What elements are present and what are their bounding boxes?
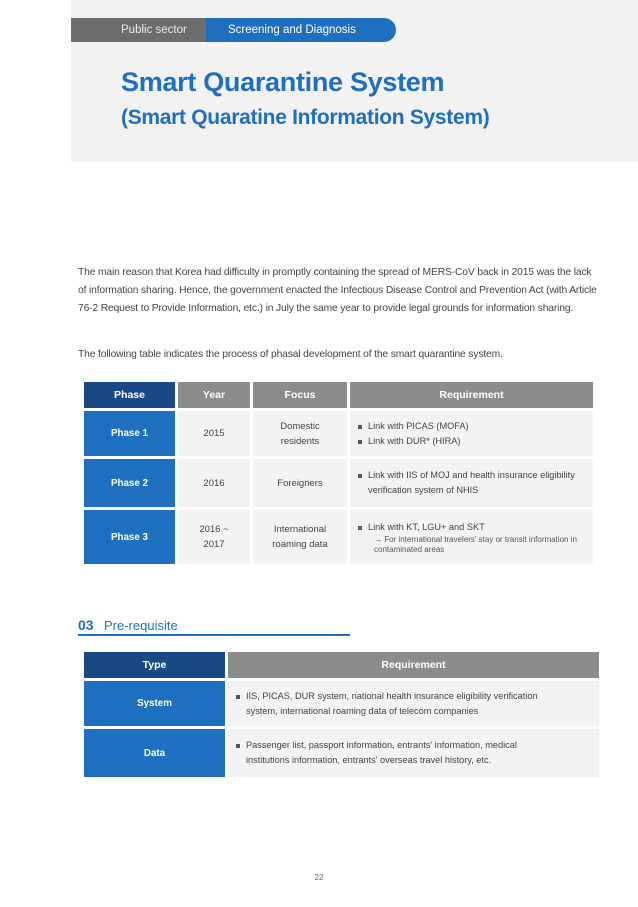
requirement-cell [350,459,593,507]
section-number: 03 [78,617,94,633]
page-title: Smart Quarantine System [121,67,445,97]
requirement-cell [350,411,593,456]
requirement-cell [228,681,599,726]
requirement-item: IIS, PICAS, DUR system, national health insurance eligibility verification system, international roaming data of telecom companies [236,689,569,719]
header-type: Type [84,652,225,678]
requirement-note: → For international travelers' stay or transit information in contaminated areas [374,534,577,554]
intro-paragraph: The main reason that Korea had difficulty in promptly containing the spread of MERS-CoV back in 2015 was the lack of information sharing. Hence, the government enacted the Infectious Disease Control and Prevention Act (with Article 76-2 Request to Provide Information, etc.) in July the same year to provide legal grounds for information sharing. [78,267,597,314]
type-system-cell: System [84,681,225,726]
focus-cell: International roaming data [253,510,347,564]
requirement-item: Link with DUR* (HIRA) [358,434,460,449]
section-title: Pre-requisite [104,618,178,633]
phase-2-cell: Phase 2 [84,459,175,507]
header-phase: Phase [84,382,175,408]
focus-cell: Domestic residents [253,411,347,456]
type-data-cell: Data [84,729,225,777]
tab-public-sector: Public sector [71,18,206,42]
requirement-item: Link with IIS of MOJ and health insurance eligibility verification system of NHIS [358,468,579,498]
header-year: Year [178,382,250,408]
phase-1-cell: Phase 1 [84,411,175,456]
header-requirement: Requirement [228,652,599,678]
page-number: 22 [314,873,324,882]
requirement-cell [228,729,599,777]
header-focus: Focus [253,382,347,408]
tab-screening-diagnosis: Screening and Diagnosis [206,18,396,42]
page-subtitle: (Smart Quaratine Information System) [121,106,490,129]
header-requirement: Requirement [350,382,593,408]
year-cell: 2016 ~ 2017 [178,510,250,564]
year-cell: 2015 [178,411,250,456]
requirement-cell [350,510,593,564]
focus-cell: Foreigners [253,459,347,507]
requirement-item: Link with PICAS (MOFA) [358,419,469,434]
year-cell: 2016 [178,459,250,507]
requirement-item: Passenger list, passport information, entrants' information, medical institutions information, entrants' overseas travel history, etc. [236,738,559,768]
section-heading [78,617,350,636]
table-intro-paragraph: The following table indicates the process of phasal development of the smart quarantine system. [78,349,503,360]
requirement-item: Link with KT, LGU+ and SKT [358,520,485,535]
phase-3-cell: Phase 3 [84,510,175,564]
